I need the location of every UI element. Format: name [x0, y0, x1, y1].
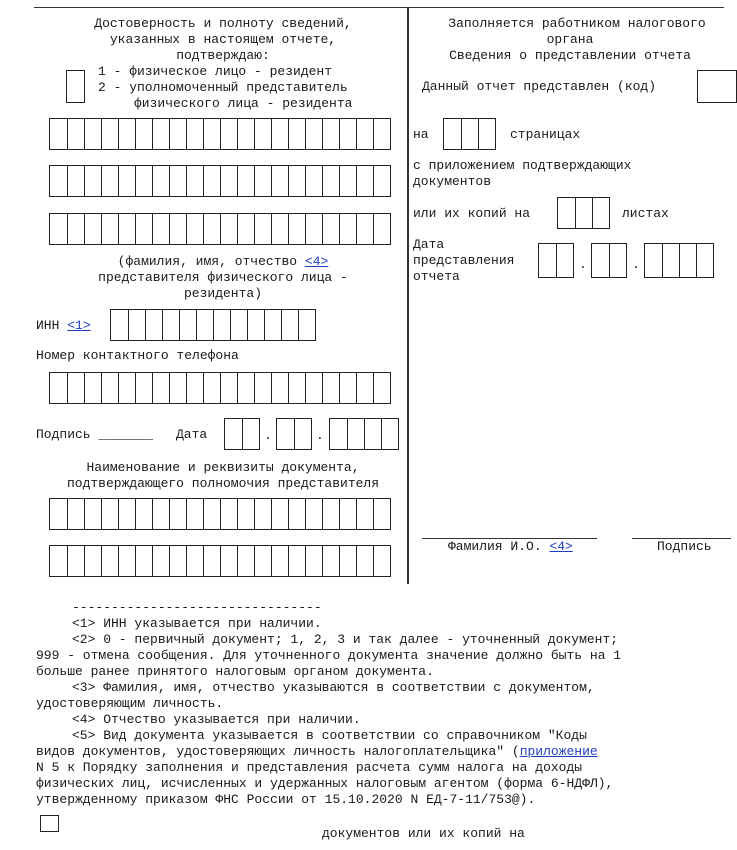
date-separator: .: [264, 428, 272, 443]
fio-cells-row-3[interactable]: [49, 213, 391, 245]
footnotes-block: [36, 616, 696, 808]
signature-label: Подпись _______: [36, 427, 154, 442]
doc-heading-line-2: подтверждающего полномочия представителя: [66, 476, 380, 491]
footnote-rule: --------------------------------: [72, 600, 322, 615]
form-column-divider: [407, 8, 409, 584]
pages-cells[interactable]: [443, 118, 496, 150]
left-header-line-1: Достоверность и полноту сведений,: [94, 16, 352, 31]
phone-cells[interactable]: [49, 372, 391, 404]
signer-type-checkbox[interactable]: [66, 70, 85, 103]
phone-label: Номер контактного телефона: [36, 348, 239, 363]
date-separator: .: [316, 428, 324, 443]
right-heading-line-2: органа: [546, 32, 594, 47]
submit-date-separator: .: [579, 257, 587, 272]
doc-heading-line-1: Наименование и реквизиты документа,: [86, 460, 360, 475]
footnote-line: <2> 0 - первичный документ; 1, 2, 3 и так далее - уточненный документ;: [72, 632, 619, 647]
date-month-cells[interactable]: [276, 418, 312, 450]
footnote-line: <1> ИНН указывается при наличии.: [72, 616, 322, 631]
submit-date-separator: .: [632, 257, 640, 272]
fio-caption-line-2: представителя физического лица -: [98, 270, 348, 285]
fio-cells-row-1[interactable]: [49, 118, 391, 150]
footnote-4-link[interactable]: <4>: [304, 254, 329, 269]
submit-date-day-cells[interactable]: [538, 243, 574, 278]
report-code-label: Данный отчет представлен (код): [422, 79, 657, 94]
footnote-line: <3> Фамилия, имя, отчество указываются в соответствии с документом,: [72, 680, 595, 695]
footnote-line: <5> Вид документа указывается в соответствии со справочником "Коды: [72, 728, 587, 743]
date-day-cells[interactable]: [224, 418, 260, 450]
right-heading-line-1: Заполняется работником налогового: [448, 16, 706, 31]
officer-fio-label: Фамилия И.О. <4>: [448, 539, 573, 554]
pages-prefix: на: [413, 127, 429, 142]
submit-date-line-2: представления: [413, 253, 515, 268]
footnote-4-link[interactable]: <4>: [549, 539, 573, 554]
submit-date-year-cells[interactable]: [644, 243, 714, 278]
attach-line-1: с приложением подтверждающих: [413, 158, 632, 173]
report-code-cell[interactable]: [697, 70, 737, 103]
appendix-link[interactable]: приложение: [519, 744, 598, 759]
submit-date-line-3: отчета: [413, 269, 460, 284]
inn-cells[interactable]: [110, 309, 316, 341]
footnote-line: видов документов, удостоверяющих личность налогоплательщика" (приложение: [36, 744, 598, 759]
copies-cells[interactable]: [557, 197, 610, 229]
fio-cells-row-2[interactable]: [49, 165, 391, 197]
left-header-line-3: подтверждаю:: [176, 48, 270, 63]
doc-cells-row-2[interactable]: [49, 545, 391, 577]
footnote-line: N 5 к Порядку заполнения и представления расчета сумм налога на доходы: [36, 760, 583, 775]
cut-off-text: документов или их копий на: [322, 826, 525, 841]
date-year-cells[interactable]: [329, 418, 399, 450]
form-top-border: [34, 7, 724, 8]
footnote-line: утвержденному приказом ФНС России от 15.10.2020 N ЕД-7-11/753@).: [36, 792, 536, 807]
option-2-text: 2 - уполномоченный представитель: [98, 80, 348, 95]
footnote-line: 999 - отмена сообщения. Для уточненного документа значение должно быть на 1: [36, 648, 622, 663]
footnote-1-link[interactable]: <1>: [67, 318, 91, 333]
submit-date-line-1: Дата: [413, 237, 445, 252]
copies-prefix: или их копий на: [413, 206, 531, 221]
doc-cells-row-1[interactable]: [49, 498, 391, 530]
footnote-line: <4> Отчество указывается при наличии.: [72, 712, 361, 727]
pages-suffix: страницах: [510, 127, 581, 142]
copies-suffix: листах: [622, 206, 669, 221]
left-header-line-2: указанных в настоящем отчете,: [109, 32, 337, 47]
bottom-checkbox[interactable]: [40, 815, 59, 832]
inn-label: ИНН <1>: [36, 318, 91, 333]
footnote-line: физических лиц, исчисленных и удержанных налоговым агентом (форма 6-НДФЛ),: [36, 776, 614, 791]
fio-caption-line-1: (фамилия, имя, отчество <4>: [117, 254, 329, 269]
option-2-text-cont: физического лица - резидента: [134, 96, 353, 111]
right-heading-line-3: Сведения о представлении отчета: [449, 48, 691, 63]
footnote-line: больше ранее принятого налоговым органом документа.: [36, 664, 434, 679]
footnote-line: удостоверяющим личность.: [36, 696, 224, 711]
submit-date-month-cells[interactable]: [591, 243, 627, 278]
attach-line-2: документов: [413, 174, 492, 189]
fio-caption-line-3: резидента): [183, 286, 262, 301]
option-1-text: 1 - физическое лицо - резидент: [98, 64, 333, 79]
officer-signature-label: Подпись: [657, 539, 712, 554]
date-label: Дата: [176, 427, 208, 442]
